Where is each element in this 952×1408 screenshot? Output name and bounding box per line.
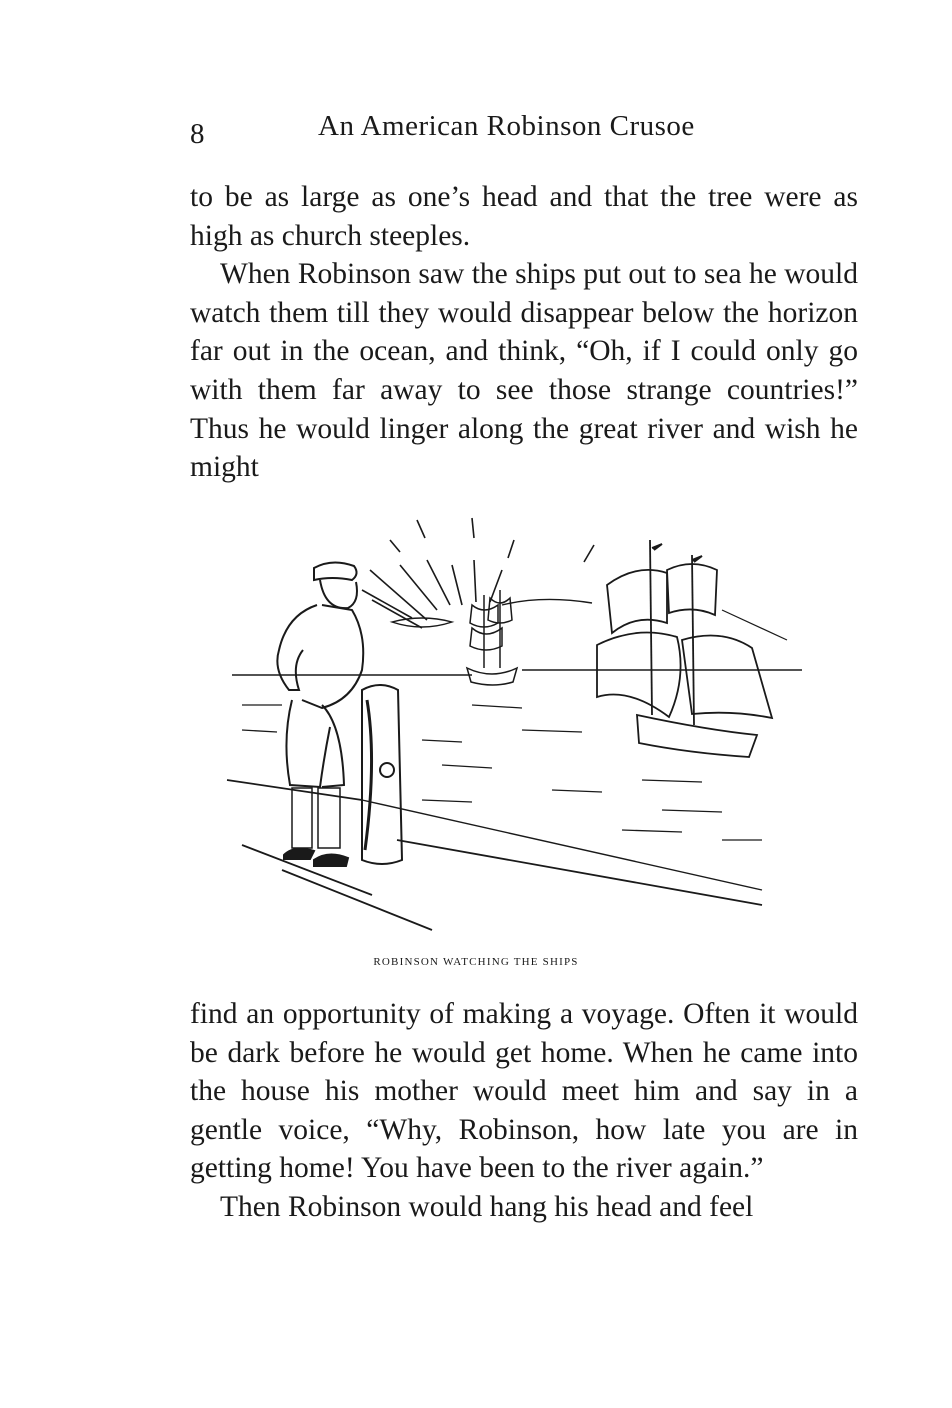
paragraph-voyage: find an opportunity of making a voyage. Often it would be dark before he would get home. When he came into the house his mother would meet him and say in a gentle voice, “Why, Robinson, how late you are in getting home! You have been to the river again.”	[190, 998, 858, 1185]
page-header	[190, 110, 870, 150]
page-number: 8	[190, 118, 205, 150]
sun-rays	[362, 518, 594, 628]
figure-caption: ROBINSON WATCHING THE SHIPS	[373, 956, 579, 968]
boy-figure	[277, 562, 363, 866]
sailing-ship-icon	[597, 540, 787, 757]
running-head-title: An American Robinson Crusoe	[318, 110, 695, 142]
paragraph-hang-head: Then Robinson would hang his head and feel	[220, 1190, 754, 1223]
paragraph-continued: to be as large as one’s head and that the tree were as high as church steeples.	[190, 181, 858, 252]
text-block-bottom	[190, 995, 858, 1227]
text-block-top	[190, 178, 858, 487]
illustration-robinson-watching-ships	[222, 510, 802, 940]
mooring-post	[362, 685, 402, 864]
paragraph-robinson-ships: When Robinson saw the ships put out to sea he would watch them till they would disappear below the horizon far out in the ocean, and think, “Oh, if I could only go with them far away to see those strange countries!” Thus he would linger along the great river and wish he might	[190, 258, 858, 484]
distant-ship-icon	[467, 590, 517, 685]
